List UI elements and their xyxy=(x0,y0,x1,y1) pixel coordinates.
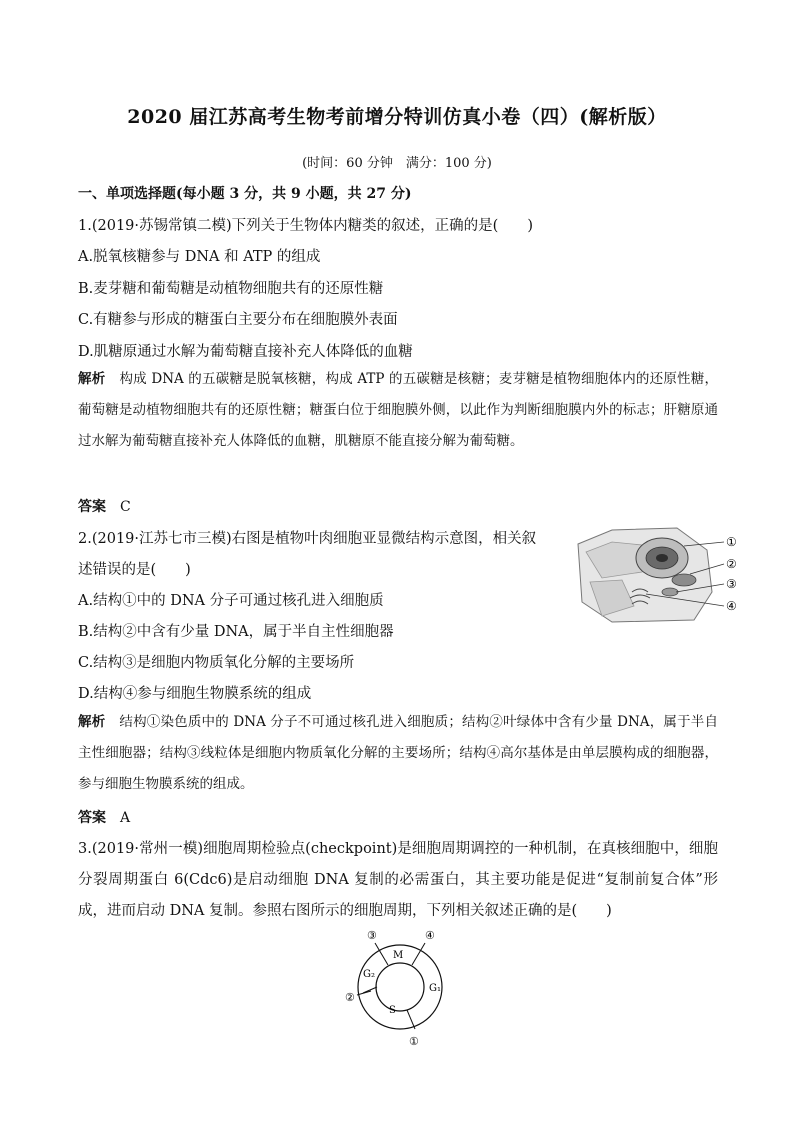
q1-option-b: B.麦芽糖和葡萄糖是动植物细胞共有的还原性糖 xyxy=(78,281,384,297)
q2-answer xyxy=(78,807,130,827)
q1-analysis-text: 构成 DNA 的五碳糖是脱氧核糖，构成 ATP 的五碳糖是核糖；麦芽糖是植物细胞体内的还原性糖，葡萄糖是动植物细胞共有的还原性糖；糖蛋白位于细胞膜外侧，以此作为判断细胞膜内外的标志；肝糖原通过水解为葡萄糖直接补充人体降低的血糖，肌糖原不能直接分解为葡萄糖。 xyxy=(78,371,718,449)
q1-stem: 1.(2019·苏锡常镇二模)下列关于生物体内糖类的叙述，正确的是( ) xyxy=(78,218,533,234)
q2-stem-line1: 2.(2019·江苏七市三模)右图是植物叶肉细胞亚显微结构示意图，相关叙 xyxy=(78,531,537,547)
phase-g1: G₁ xyxy=(429,983,441,994)
phase-m: M xyxy=(393,950,404,961)
q1-analysis-label: 解析 xyxy=(78,371,106,387)
cycle-marker-2: ② xyxy=(345,991,355,1004)
q2-analysis-label: 解析 xyxy=(78,714,106,730)
q1-option-c: C.有糖参与形成的糖蛋白主要分布在细胞膜外表面 xyxy=(78,312,398,328)
q1-answer xyxy=(78,496,131,516)
q1-option-a: A.脱氧核糖参与 DNA 和 ATP 的组成 xyxy=(78,249,321,265)
q2-option-b: B.结构②中含有少量 DNA，属于半自主性细胞器 xyxy=(78,624,394,640)
mitochondrion-shape xyxy=(662,588,678,596)
plant-cell-diagram xyxy=(572,522,748,624)
page-title: 2020 届江苏高考生物考前增分特训仿真小卷（四）(解析版） xyxy=(127,106,667,128)
figure-label-2: ② xyxy=(726,557,737,571)
cycle-marker-1: ① xyxy=(409,1035,419,1047)
cell-cycle-diagram xyxy=(345,925,455,1047)
q2-analysis-text: 结构①染色质中的 DNA 分子不可通过核孔进入细胞质；结构②叶绿体中含有少量 DNA，属于半自主性细胞器；结构③线粒体是细胞内物质氧化分解的主要场所；结构④高尔基体是由单层膜构成的细胞器，参与细胞生物膜系统的组成。 xyxy=(78,714,718,792)
q2-answer-label: 答案 xyxy=(78,810,106,826)
phase-s: S xyxy=(389,1005,396,1016)
figure-label-3: ③ xyxy=(726,577,737,591)
q1-option-d: D.肌糖原通过水解为葡萄糖直接补充人体降低的血糖 xyxy=(78,344,413,360)
exam-time-score: (时间：60 分钟 满分：100 分) xyxy=(302,156,492,171)
figure-label-1: ① xyxy=(726,535,737,549)
figure-label-4: ④ xyxy=(726,599,737,613)
q2-analysis xyxy=(78,707,718,800)
q3-stem: 3.(2019·常州一模)细胞周期检验点(checkpoint)是细胞周期调控的一种机制，在真核细胞中，细胞分裂周期蛋白 6(Cdc6)是启动细胞 DNA 复制的必需蛋白，其主要功能是促进“复制前复合体”形成，进而启动 DNA 复制。参照右图所示的细胞周期，下列相关叙述正确的是( ) xyxy=(78,841,718,919)
phase-g2: G₂ xyxy=(363,969,375,980)
q2-option-a: A.结构①中的 DNA 分子可通过核孔进入细胞质 xyxy=(78,593,384,609)
section-heading: 一、单项选择题(每小题 3 分，共 9 小题，共 27 分) xyxy=(78,186,412,202)
q2-option-c: C.结构③是细胞内物质氧化分解的主要场所 xyxy=(78,655,355,671)
cycle-marker-3: ③ xyxy=(367,929,377,942)
q1-analysis xyxy=(78,364,718,457)
q1-answer-value: C xyxy=(120,499,131,515)
chloroplast-shape xyxy=(672,574,696,586)
cycle-marker-4: ④ xyxy=(425,929,435,942)
q1-answer-label: 答案 xyxy=(78,499,106,515)
q2-answer-value: A xyxy=(120,810,131,826)
cycle-inner-ring xyxy=(376,963,424,1011)
q2-option-d: D.结构④参与细胞生物膜系统的组成 xyxy=(78,686,312,702)
q2-stem-line2: 述错误的是( ) xyxy=(78,562,191,578)
